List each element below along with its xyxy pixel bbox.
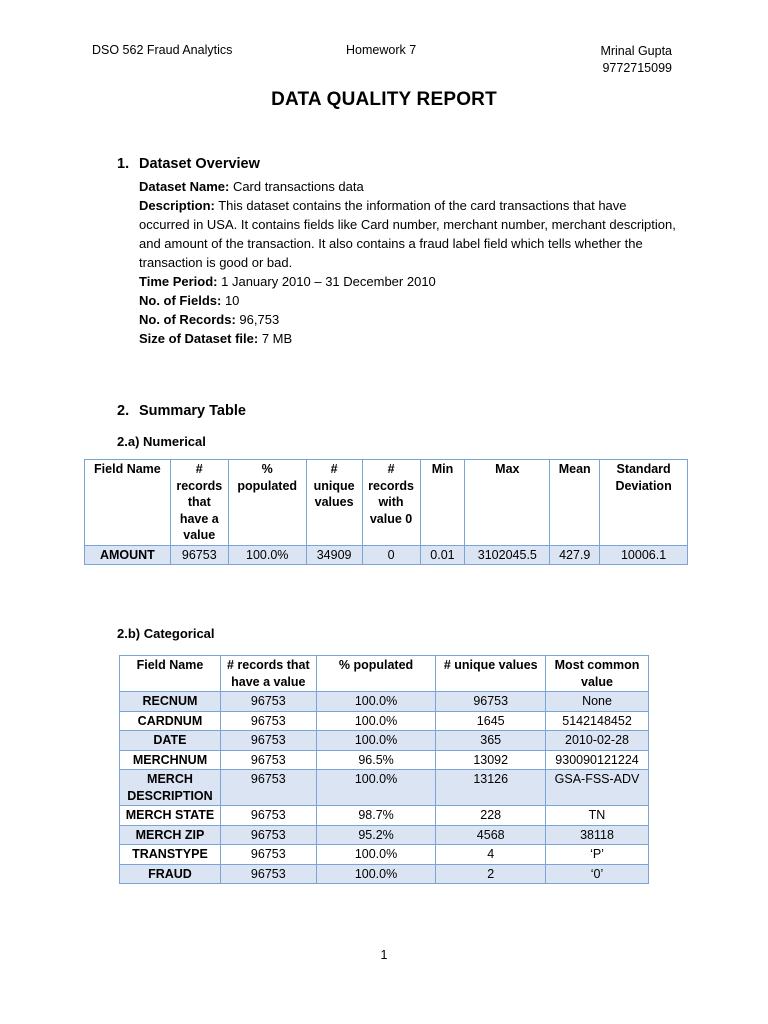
table-cell: 1645 bbox=[436, 711, 546, 731]
table-cell: 100.0% bbox=[228, 545, 306, 565]
field-name-cell: MERCH DESCRIPTION bbox=[120, 770, 221, 806]
table-header-row bbox=[120, 656, 649, 692]
description-line: Description: This dataset contains the information of the card transactions that have occurred in USA. It contains fields like Card number, merchant number, merchant description, and amount of the transaction. It also contains a fraud label field which tells whether the transaction is good or bad. bbox=[139, 198, 676, 270]
table-row bbox=[120, 770, 649, 806]
field-name-cell: FRAUD bbox=[120, 864, 221, 884]
fields-line: No. of Fields: 10 bbox=[139, 293, 240, 308]
header-assignment: Homework 7 bbox=[346, 43, 417, 57]
categorical-summary-table bbox=[119, 655, 649, 884]
table-cell: ‘P’ bbox=[546, 845, 649, 865]
table-cell: 100.0% bbox=[316, 770, 436, 806]
dataset-overview bbox=[139, 177, 679, 348]
table-cell: 100.0% bbox=[316, 692, 436, 712]
table-cell: 13126 bbox=[436, 770, 546, 806]
table-row bbox=[85, 545, 688, 565]
table-cell: 96753 bbox=[220, 845, 316, 865]
field-name-cell: CARDNUM bbox=[120, 711, 221, 731]
table-cell: 0.01 bbox=[420, 545, 465, 565]
table-cell: 96753 bbox=[436, 692, 546, 712]
table-cell: 96.5% bbox=[316, 750, 436, 770]
table-cell: 365 bbox=[436, 731, 546, 751]
table-cell: 96753 bbox=[220, 731, 316, 751]
table-cell: 96753 bbox=[220, 750, 316, 770]
table-cell: 427.9 bbox=[550, 545, 600, 565]
table-cell: 4 bbox=[436, 845, 546, 865]
size-line: Size of Dataset file: 7 MB bbox=[139, 331, 293, 346]
table-cell: 96753 bbox=[220, 825, 316, 845]
table-cell: None bbox=[546, 692, 649, 712]
column-header: # records with value 0 bbox=[362, 460, 420, 546]
section-2-heading bbox=[117, 403, 246, 419]
field-name-cell: TRANSTYPE bbox=[120, 845, 221, 865]
header-author bbox=[600, 43, 672, 77]
table-header-row bbox=[85, 460, 688, 546]
table-row bbox=[120, 692, 649, 712]
table-row bbox=[120, 845, 649, 865]
section-2-number: 2. bbox=[117, 403, 130, 419]
table-cell: 4568 bbox=[436, 825, 546, 845]
section-2-title: Summary Table bbox=[139, 403, 246, 419]
column-header: % populated bbox=[316, 656, 436, 692]
table-cell: GSA-FSS-ADV bbox=[546, 770, 649, 806]
table-cell: 96753 bbox=[220, 711, 316, 731]
header-author-name: Mrinal Gupta bbox=[600, 44, 672, 58]
header-course: DSO 562 Fraud Analytics bbox=[92, 43, 233, 57]
table-cell: TN bbox=[546, 806, 649, 826]
table-cell: 930090121224 bbox=[546, 750, 649, 770]
table-cell: 100.0% bbox=[316, 731, 436, 751]
table-row bbox=[120, 825, 649, 845]
table-cell: 10006.1 bbox=[600, 545, 688, 565]
field-name-cell: AMOUNT bbox=[85, 545, 171, 565]
numerical-summary-table bbox=[84, 459, 688, 565]
field-name-cell: RECNUM bbox=[120, 692, 221, 712]
table-cell: 96753 bbox=[220, 806, 316, 826]
table-cell: 100.0% bbox=[316, 864, 436, 884]
table-cell: 100.0% bbox=[316, 845, 436, 865]
table-cell: 13092 bbox=[436, 750, 546, 770]
numerical-heading: 2.a) Numerical bbox=[117, 434, 206, 449]
section-1-number: 1. bbox=[117, 156, 130, 172]
field-name-cell: MERCH ZIP bbox=[120, 825, 221, 845]
column-header: Max bbox=[465, 460, 550, 546]
column-header: Min bbox=[420, 460, 465, 546]
table-row bbox=[120, 711, 649, 731]
table-cell: 96753 bbox=[220, 770, 316, 806]
table-cell: 2 bbox=[436, 864, 546, 884]
field-name-cell: MERCHNUM bbox=[120, 750, 221, 770]
page-title: DATA QUALITY REPORT bbox=[271, 89, 497, 110]
time-period-line: Time Period: 1 January 2010 – 31 December 2010 bbox=[139, 274, 436, 289]
header-author-id: 9772715099 bbox=[602, 61, 672, 75]
table-row bbox=[120, 731, 649, 751]
table-cell: 34909 bbox=[306, 545, 362, 565]
column-header: Most common value bbox=[546, 656, 649, 692]
dataset-name-line: Dataset Name: Card transactions data bbox=[139, 179, 364, 194]
page-number: 1 bbox=[380, 948, 388, 962]
field-name-cell: MERCH STATE bbox=[120, 806, 221, 826]
table-cell: 3102045.5 bbox=[465, 545, 550, 565]
table-cell: 96753 bbox=[220, 864, 316, 884]
column-header: # unique values bbox=[306, 460, 362, 546]
table-cell: 100.0% bbox=[316, 711, 436, 731]
column-header: # records that have a value bbox=[220, 656, 316, 692]
field-name-cell: DATE bbox=[120, 731, 221, 751]
column-header: # records that have a value bbox=[170, 460, 228, 546]
table-cell: 0 bbox=[362, 545, 420, 565]
column-header: Mean bbox=[550, 460, 600, 546]
table-cell: 38118 bbox=[546, 825, 649, 845]
column-header: Field Name bbox=[85, 460, 171, 546]
column-header: % populated bbox=[228, 460, 306, 546]
table-row bbox=[120, 864, 649, 884]
section-1-heading bbox=[117, 156, 260, 172]
table-cell: 98.7% bbox=[316, 806, 436, 826]
column-header: Field Name bbox=[120, 656, 221, 692]
table-cell: 228 bbox=[436, 806, 546, 826]
records-line: No. of Records: 96,753 bbox=[139, 312, 280, 327]
table-row bbox=[120, 806, 649, 826]
table-cell: 96753 bbox=[220, 692, 316, 712]
column-header: Standard Deviation bbox=[600, 460, 688, 546]
table-cell: 2010-02-28 bbox=[546, 731, 649, 751]
table-cell: 96753 bbox=[170, 545, 228, 565]
column-header: # unique values bbox=[436, 656, 546, 692]
table-cell: ‘0’ bbox=[546, 864, 649, 884]
section-1-title: Dataset Overview bbox=[139, 156, 260, 172]
table-row bbox=[120, 750, 649, 770]
table-cell: 5142148452 bbox=[546, 711, 649, 731]
categorical-heading: 2.b) Categorical bbox=[117, 626, 215, 641]
table-cell: 95.2% bbox=[316, 825, 436, 845]
